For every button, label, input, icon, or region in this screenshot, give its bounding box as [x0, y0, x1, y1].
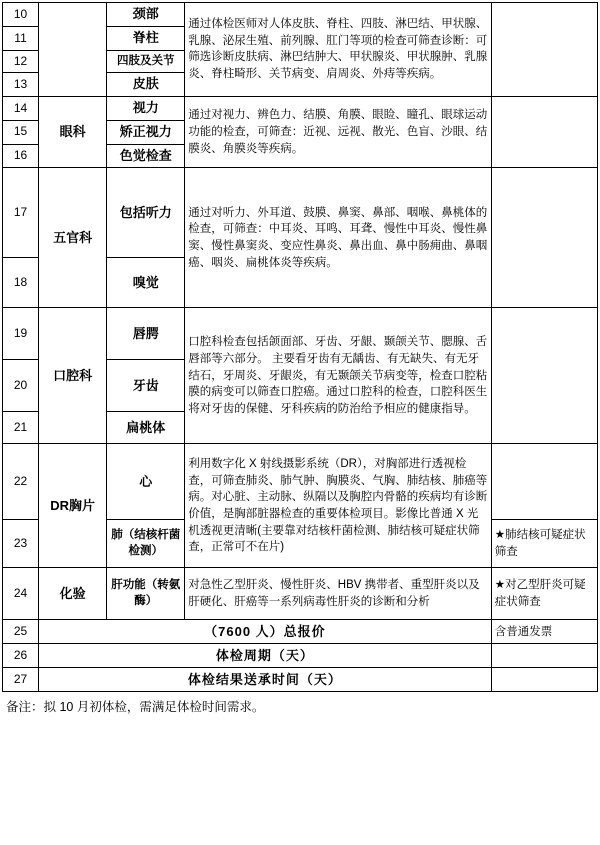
- row-number: 23: [3, 520, 39, 568]
- category-cell-eye: 眼科: [39, 96, 107, 168]
- row-number: 27: [3, 668, 39, 692]
- category-cell-dr: DR胸片: [39, 444, 107, 568]
- item-name: 唇腭: [107, 308, 185, 360]
- item-name: 扁桃体: [107, 412, 185, 444]
- item-name: 矫正视力: [107, 120, 185, 144]
- physical-exam-table: [2, 2, 598, 692]
- row-number: 18: [3, 258, 39, 308]
- item-name: 视力: [107, 96, 185, 120]
- row-number: 11: [3, 26, 39, 50]
- row-number: 12: [3, 50, 39, 72]
- note-cell: [491, 444, 597, 520]
- item-name: 心: [107, 444, 185, 520]
- item-name: 颈部: [107, 3, 185, 27]
- table-row: [3, 568, 598, 620]
- row-number: 16: [3, 144, 39, 168]
- note-cell: [491, 308, 597, 444]
- item-name: 肝功能（转氨酶）: [107, 568, 185, 620]
- note-cell: [491, 96, 597, 168]
- table-row: [3, 668, 598, 692]
- row-number: 19: [3, 308, 39, 360]
- description-dr: 利用数字化 X 射线摄影系统（DR），对胸部进行透视检查，可筛查肺炎、肺气肿、胸膜炎、气胸、肺结核、肺癌等病。对心脏、主动脉、纵隔以及胸腔内骨骼的疾病均有诊断价值，是胸部脏器检查的重要体检项目。影像比普通 X 光机透视更清晰(主要靠对结核杆菌检测、肺结核可疑症状筛查，正常可不在片): [185, 444, 492, 568]
- note-cell: [491, 168, 597, 308]
- item-name: 皮肤: [107, 73, 185, 97]
- report-time-label: 体检结果送承时间（天）: [39, 668, 492, 692]
- category-cell-ent: 五官科: [39, 168, 107, 308]
- row-number: 21: [3, 412, 39, 444]
- table-row: [3, 620, 598, 644]
- row-number: 24: [3, 568, 39, 620]
- table-row: [3, 168, 598, 258]
- item-name: 色觉检查: [107, 144, 185, 168]
- item-name: 牙齿: [107, 360, 185, 412]
- table-row: [3, 96, 598, 120]
- description-oral: 口腔科检查包括颌面部、牙齿、牙龈、颞颌关节、腮腺、舌唇部等六部分。 主要看牙齿有无龋齿、有无缺失、有无牙结石，牙周炎、牙龈炎，有无颞颌关节病变等，检查口腔粘膜的病变可以筛查口腔癌。通过口腔科的检查，口腔科医生将对牙齿的保健、牙科疾病的防治给予相应的健康指导。: [185, 308, 492, 444]
- total-price-label: （7600 人）总报价: [39, 620, 492, 644]
- description-lab: 对急性乙型肝炎、慢性肝炎、HBV 携带者、重型肝炎以及肝硬化、肝癌等一系列病毒性肝炎的诊断和分析: [185, 568, 492, 620]
- note-cell: [491, 668, 597, 692]
- row-number: 25: [3, 620, 39, 644]
- row-number: 13: [3, 73, 39, 97]
- row-number: 14: [3, 96, 39, 120]
- note-cell: [491, 644, 597, 668]
- row-number: 10: [3, 3, 39, 27]
- description-general: 通过体检医师对人体皮肤、脊柱、四肢、淋巴结、甲状腺、乳腺、泌尿生殖、前列腺、肛门等项的检查可筛查诊断：可筛选诊断皮肤病、淋巴结肿大、甲状腺炎、甲状腺肿、乳腺炎、脊柱畸形、关节病变、肩周炎、外痔等疾病。: [185, 3, 492, 97]
- note-dr-lung: ★肺结核可疑症状筛查: [491, 520, 597, 568]
- row-number: 17: [3, 168, 39, 258]
- remark-text: 备注：拟 10 月初体检，需满足体检时间需求。: [6, 700, 265, 715]
- item-name: 四肢及关节: [107, 50, 185, 72]
- table-row: [3, 644, 598, 668]
- document-page: [0, 2, 600, 845]
- item-name: 肺（结核杆菌检测）: [107, 520, 185, 568]
- item-name: 脊柱: [107, 26, 185, 50]
- note-lab: ★对乙型肝炎可疑症状筛查: [491, 568, 597, 620]
- item-name: 嗅觉: [107, 258, 185, 308]
- table-row: [3, 444, 598, 520]
- row-number: 22: [3, 444, 39, 520]
- row-number: 20: [3, 360, 39, 412]
- category-cell-oral: 口腔科: [39, 308, 107, 444]
- description-ent: 通过对听力、外耳道、鼓膜、鼻窦、鼻部、咽喉、鼻桃体的检查，可筛查：中耳炎、耳鸣、耳聋、慢性中耳炎、慢性鼻窦、慢性鼻窦炎、变应性鼻炎、鼻出血、鼻中肠痈曲、鼻咽癌、咽炎、扁桃体炎等疾病。: [185, 168, 492, 308]
- description-eye: 通过对视力、辨色力、结膜、角膜、眼睑、瞳孔、眼球运动功能的检查，可筛查：近视、远视、散光、色盲、沙眼、结膜炎、角膜炎等疾病。: [185, 96, 492, 168]
- row-number: 15: [3, 120, 39, 144]
- table-row: [3, 308, 598, 360]
- note-cell: [491, 3, 597, 97]
- note-total: 含普通发票: [491, 620, 597, 644]
- exam-cycle-label: 体检周期（天）: [39, 644, 492, 668]
- row-number: 26: [3, 644, 39, 668]
- item-name: 包括听力: [107, 168, 185, 258]
- table-row: [3, 3, 598, 27]
- category-cell-general: [39, 3, 107, 97]
- category-cell-lab: 化验: [39, 568, 107, 620]
